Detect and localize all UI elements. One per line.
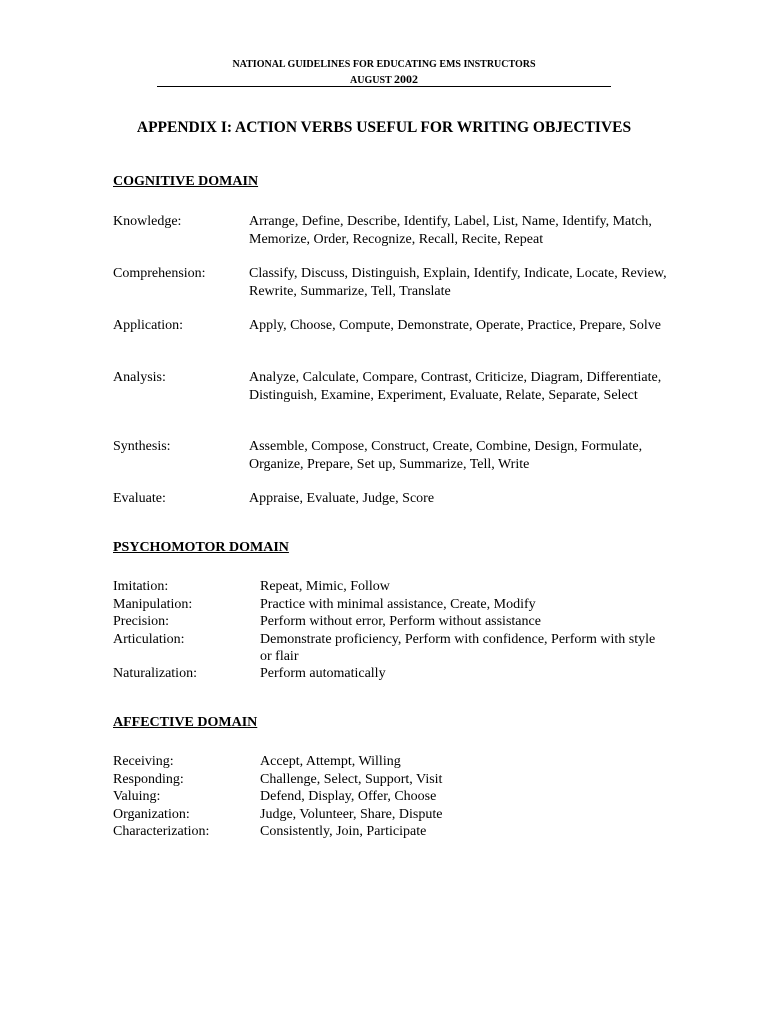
affective-verbs: Accept, Attempt, Willing <box>260 754 401 769</box>
cognitive-term: Synthesis: <box>113 439 171 454</box>
affective-term: Organization: <box>113 806 190 822</box>
psychomotor-term: Imitation: <box>113 579 169 594</box>
cognitive-verbs: Arrange, Define, Describe, Identify, Label, List, Name, Identify, Match, Memorize, Order, Recognize, Recall, Recite, Repeat <box>249 214 652 247</box>
cognitive-verbs: Classify, Discuss, Distinguish, Explain, Identify, Indicate, Locate, Review, Rewrite, Summarize, Tell, Translate <box>249 266 667 299</box>
cognitive-domain-heading: COGNITIVE DOMAIN <box>113 174 259 189</box>
psychomotor-term: Precision: <box>113 614 169 629</box>
document-header <box>0 58 768 88</box>
affective-verbs: Judge, Volunteer, Share, Dispute <box>260 806 443 822</box>
affective-term: Valuing: <box>113 789 161 804</box>
header-title: NATIONAL GUIDELINES FOR EDUCATING EMS INSTRUCTORS <box>232 59 536 70</box>
psychomotor-domain-heading: PSYCHOMOTOR DOMAIN <box>113 540 289 555</box>
psychomotor-verbs: Practice with minimal assistance, Create, Modify <box>260 596 536 612</box>
affective-verbs: Consistently, Join, Participate <box>260 824 427 839</box>
affective-verbs: Challenge, Select, Support, Visit <box>260 771 443 787</box>
header-divider <box>157 86 611 87</box>
cognitive-verbs: Apply, Choose, Compute, Demonstrate, Operate, Practice, Prepare, Solve <box>249 318 661 333</box>
psychomotor-verbs: Demonstrate proficiency, Perform with confidence, Perform with style or flair <box>260 631 656 664</box>
psychomotor-verbs: Repeat, Mimic, Follow <box>260 579 390 594</box>
affective-verbs: Defend, Display, Offer, Choose <box>260 789 437 804</box>
affective-term: Receiving: <box>113 754 174 769</box>
psychomotor-verbs: Perform without error, Perform without assistance <box>260 614 541 629</box>
cognitive-term: Evaluate: <box>113 491 166 506</box>
cognitive-term: Analysis: <box>113 370 166 385</box>
cognitive-term: Knowledge: <box>113 214 182 229</box>
cognitive-term: Comprehension: <box>113 266 206 281</box>
header-year: 2002 <box>394 72 418 86</box>
psychomotor-verbs: Perform automatically <box>260 666 386 681</box>
cognitive-verbs: Analyze, Calculate, Compare, Contrast, Criticize, Diagram, Differentiate, Distinguish, Examine, Experiment, Evaluate, Relate, Separate, Select <box>249 370 662 403</box>
psychomotor-term: Articulation: <box>113 631 185 647</box>
cognitive-verbs: Appraise, Evaluate, Judge, Score <box>249 491 435 506</box>
psychomotor-term: Naturalization: <box>113 666 197 681</box>
cognitive-term: Application: <box>113 318 183 333</box>
header-month: AUGUST <box>350 75 392 86</box>
psychomotor-term: Manipulation: <box>113 596 193 612</box>
affective-term: Responding: <box>113 771 184 787</box>
affective-term: Characterization: <box>113 824 210 839</box>
page-title: APPENDIX I: ACTION VERBS USEFUL FOR WRITING OBJECTIVES <box>136 119 632 136</box>
affective-domain-heading: AFFECTIVE DOMAIN <box>113 715 258 730</box>
cognitive-verbs: Assemble, Compose, Construct, Create, Combine, Design, Formulate, Organize, Prepare, Set up, Summarize, Tell, Write <box>249 439 643 472</box>
